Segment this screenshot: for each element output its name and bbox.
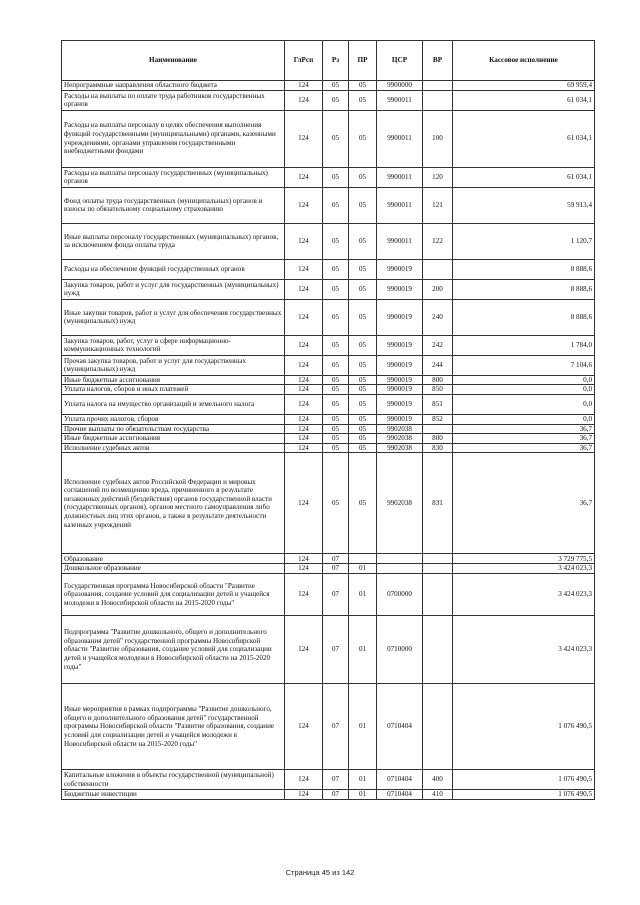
table-row xyxy=(62,443,595,453)
cell-name: Капитальные вложения в объекты государственной (муниципальной) собственности xyxy=(62,770,285,790)
cell-pr: 05 xyxy=(349,259,377,279)
cell-vr: 851 xyxy=(423,394,453,414)
table-row xyxy=(62,770,595,790)
cell-glrsp: 124 xyxy=(285,223,323,259)
cell-pr: 01 xyxy=(349,616,377,684)
cell-glrsp: 124 xyxy=(285,299,323,335)
cell-amount: 1 076 490,5 xyxy=(453,790,595,800)
cell-pr: 05 xyxy=(349,279,377,299)
cell-glrsp: 124 xyxy=(285,424,323,434)
cell-vr: 800 xyxy=(423,375,453,385)
cell-amount: 1 076 490,5 xyxy=(453,684,595,770)
header-rz: Рз xyxy=(323,41,349,81)
cell-csr: 9900019 xyxy=(377,385,423,395)
cell-glrsp: 124 xyxy=(285,554,323,564)
cell-glrsp: 124 xyxy=(285,259,323,279)
table-row xyxy=(62,790,595,800)
cell-csr: 0710000 xyxy=(377,616,423,684)
cell-rz: 07 xyxy=(323,554,349,564)
cell-name: Расходы на выплаты персоналу государственных (муниципальных) органов xyxy=(62,167,285,187)
cell-csr: 9902038 xyxy=(377,443,423,453)
cell-csr: 9902038 xyxy=(377,434,423,444)
cell-glrsp: 124 xyxy=(285,385,323,395)
cell-rz: 07 xyxy=(323,574,349,616)
cell-name: Закупка товаров, работ, услуг в сфере информационно-коммуникационных технологий xyxy=(62,335,285,355)
cell-pr: 01 xyxy=(349,790,377,800)
cell-glrsp: 124 xyxy=(285,574,323,616)
table-row xyxy=(62,453,595,554)
cell-glrsp: 124 xyxy=(285,279,323,299)
cell-glrsp: 124 xyxy=(285,564,323,574)
cell-name: Уплата налогов, сборов и иных платежей xyxy=(62,385,285,395)
cell-pr: 05 xyxy=(349,335,377,355)
cell-rz: 05 xyxy=(323,424,349,434)
table-row xyxy=(62,355,595,375)
cell-name: Иные мероприятия в рамках подпрограммы "Развитие дошкольного, общего и дополнительного образования детей" государственной программы Новосибирской области "Развитие образования, создание условий для социализации детей и учащейся молодежи в Новосибирской области на 2015-2020 годы" xyxy=(62,684,285,770)
cell-amount: 3 424 023,3 xyxy=(453,564,595,574)
cell-rz: 05 xyxy=(323,299,349,335)
header-amount: Кассовое исполнение xyxy=(453,41,595,81)
cell-rz: 05 xyxy=(323,443,349,453)
header-vr: ВР xyxy=(423,41,453,81)
cell-name: Образование xyxy=(62,554,285,564)
cell-vr xyxy=(423,424,453,434)
cell-vr xyxy=(423,90,453,110)
cell-vr: 122 xyxy=(423,223,453,259)
cell-pr: 05 xyxy=(349,110,377,167)
cell-name: Закупка товаров, работ и услуг для государственных (муниципальных) нужд xyxy=(62,279,285,299)
cell-name: Прочие выплаты по обязательствам государства xyxy=(62,424,285,434)
cell-pr: 05 xyxy=(349,90,377,110)
cell-glrsp: 124 xyxy=(285,81,323,91)
cell-rz: 07 xyxy=(323,684,349,770)
cell-amount: 61 034,1 xyxy=(453,167,595,187)
table-row xyxy=(62,394,595,414)
cell-amount: 1 120,7 xyxy=(453,223,595,259)
page-number: Страница 45 из 142 xyxy=(285,868,355,877)
cell-vr: 850 xyxy=(423,385,453,395)
cell-name: Государственная программа Новосибирской области "Развитие образования, создание условий для социализации детей и учащейся молодежи в Новосибирской области на 2015-2020 годы" xyxy=(62,574,285,616)
cell-amount: 3 729 775,5 xyxy=(453,554,595,564)
cell-csr: 0700000 xyxy=(377,574,423,616)
cell-amount: 8 888,6 xyxy=(453,259,595,279)
cell-vr: 242 xyxy=(423,335,453,355)
cell-name: Иные бюджетные ассигнования xyxy=(62,434,285,444)
cell-rz: 07 xyxy=(323,770,349,790)
budget-table xyxy=(61,40,595,800)
cell-name: Иные выплаты персоналу государственных (муниципальных) органов, за исключением фонда оплаты труда xyxy=(62,223,285,259)
cell-vr: 400 xyxy=(423,770,453,790)
cell-glrsp: 124 xyxy=(285,187,323,223)
cell-pr: 05 xyxy=(349,453,377,554)
cell-amount: 0,0 xyxy=(453,385,595,395)
cell-amount: 61 034,1 xyxy=(453,90,595,110)
header-name: Наименование xyxy=(62,41,285,81)
cell-name: Подпрограмма "Развитие дошкольного, общего и дополнительного образования детей" государственной программы Новосибирской области "Развитие образования, создание условий для социализации детей и учащейся молодежи в Новосибирской области на 2015-2020 годы" xyxy=(62,616,285,684)
cell-amount: 3 424 023,3 xyxy=(453,574,595,616)
cell-csr: 9900019 xyxy=(377,394,423,414)
cell-name: Уплата налога на имущество организаций и земельного налога xyxy=(62,394,285,414)
cell-name: Уплата прочих налогов, сборов xyxy=(62,414,285,424)
table-row xyxy=(62,424,595,434)
cell-rz: 05 xyxy=(323,223,349,259)
cell-csr: 9900019 xyxy=(377,355,423,375)
cell-rz: 05 xyxy=(323,335,349,355)
cell-vr: 244 xyxy=(423,355,453,375)
cell-name: Дошкольное образование xyxy=(62,564,285,574)
cell-rz: 07 xyxy=(323,790,349,800)
cell-vr: 831 xyxy=(423,453,453,554)
cell-pr: 05 xyxy=(349,385,377,395)
table-row xyxy=(62,434,595,444)
cell-rz: 05 xyxy=(323,414,349,424)
header-glrsp: ГлРсп xyxy=(285,41,323,81)
table-row xyxy=(62,223,595,259)
cell-csr: 9900019 xyxy=(377,299,423,335)
cell-name: Непрограммные направления областного бюджета xyxy=(62,81,285,91)
cell-pr: 01 xyxy=(349,574,377,616)
cell-pr: 05 xyxy=(349,355,377,375)
cell-pr: 05 xyxy=(349,434,377,444)
cell-amount: 36,7 xyxy=(453,453,595,554)
cell-rz: 05 xyxy=(323,167,349,187)
cell-glrsp: 124 xyxy=(285,375,323,385)
table-row xyxy=(62,414,595,424)
cell-amount: 0,0 xyxy=(453,375,595,385)
cell-csr: 9900011 xyxy=(377,187,423,223)
cell-rz: 05 xyxy=(323,90,349,110)
cell-csr: 9900019 xyxy=(377,414,423,424)
cell-amount: 8 888,6 xyxy=(453,299,595,335)
cell-amount: 0,0 xyxy=(453,414,595,424)
cell-pr: 01 xyxy=(349,564,377,574)
cell-amount: 0,0 xyxy=(453,394,595,414)
cell-glrsp: 124 xyxy=(285,443,323,453)
cell-amount: 3 424 023,3 xyxy=(453,616,595,684)
cell-pr: 01 xyxy=(349,684,377,770)
cell-csr: 9900011 xyxy=(377,110,423,167)
cell-csr: 0710404 xyxy=(377,770,423,790)
cell-vr xyxy=(423,574,453,616)
cell-vr xyxy=(423,684,453,770)
cell-name: Расходы на обеспечение функций государственных органов xyxy=(62,259,285,279)
cell-rz: 07 xyxy=(323,564,349,574)
table-row xyxy=(62,335,595,355)
cell-amount: 1 076 490,5 xyxy=(453,770,595,790)
table-row xyxy=(62,375,595,385)
cell-glrsp: 124 xyxy=(285,90,323,110)
table-row xyxy=(62,299,595,335)
header-csr: ЦСР xyxy=(377,41,423,81)
cell-csr: 9900011 xyxy=(377,90,423,110)
cell-rz: 05 xyxy=(323,385,349,395)
table-row xyxy=(62,187,595,223)
table-row xyxy=(62,259,595,279)
cell-vr xyxy=(423,616,453,684)
cell-name: Расходы на выплаты персоналу в целях обеспечения выполнения функций государственными (муниципальными) органами, казенными учреждениями, органами управления государственными внебюджетными фондами xyxy=(62,110,285,167)
cell-rz: 05 xyxy=(323,375,349,385)
cell-pr: 05 xyxy=(349,414,377,424)
table-row xyxy=(62,385,595,395)
cell-pr: 05 xyxy=(349,299,377,335)
cell-pr: 05 xyxy=(349,223,377,259)
cell-rz: 05 xyxy=(323,453,349,554)
cell-csr: 0710404 xyxy=(377,684,423,770)
cell-name: Фонд оплаты труда государственных (муниципальных) органов и взносы по обязательному социальному страхованию xyxy=(62,187,285,223)
cell-amount: 59 913,4 xyxy=(453,187,595,223)
cell-csr: 9900019 xyxy=(377,279,423,299)
cell-pr: 05 xyxy=(349,443,377,453)
table-header-row xyxy=(62,41,595,81)
cell-csr: 9902038 xyxy=(377,424,423,434)
cell-glrsp: 124 xyxy=(285,110,323,167)
cell-name: Иные закупки товаров, работ и услуг для обеспечения государственных (муниципальных) нужд xyxy=(62,299,285,335)
cell-vr xyxy=(423,81,453,91)
cell-rz: 05 xyxy=(323,355,349,375)
cell-glrsp: 124 xyxy=(285,790,323,800)
table-row xyxy=(62,616,595,684)
cell-csr: 9902038 xyxy=(377,453,423,554)
cell-amount: 61 034,1 xyxy=(453,110,595,167)
cell-rz: 05 xyxy=(323,259,349,279)
cell-csr: 0710404 xyxy=(377,790,423,800)
cell-vr: 100 xyxy=(423,110,453,167)
cell-name: Расходы на выплаты по оплате труда работников государственных органов xyxy=(62,90,285,110)
cell-glrsp: 124 xyxy=(285,167,323,187)
table-body xyxy=(62,81,595,800)
table-row xyxy=(62,564,595,574)
table-row xyxy=(62,574,595,616)
table-row xyxy=(62,279,595,299)
cell-glrsp: 124 xyxy=(285,684,323,770)
cell-glrsp: 124 xyxy=(285,453,323,554)
cell-glrsp: 124 xyxy=(285,335,323,355)
cell-rz: 05 xyxy=(323,279,349,299)
cell-csr: 9900019 xyxy=(377,259,423,279)
cell-glrsp: 124 xyxy=(285,394,323,414)
table-row xyxy=(62,167,595,187)
cell-vr: 830 xyxy=(423,443,453,453)
cell-amount: 36,7 xyxy=(453,424,595,434)
cell-glrsp: 124 xyxy=(285,414,323,424)
cell-amount: 7 104,6 xyxy=(453,355,595,375)
cell-amount: 36,7 xyxy=(453,443,595,453)
cell-csr: 9900019 xyxy=(377,375,423,385)
table-row xyxy=(62,110,595,167)
cell-name: Исполнение судебных актов xyxy=(62,443,285,453)
cell-vr: 800 xyxy=(423,434,453,444)
cell-vr: 200 xyxy=(423,279,453,299)
cell-name: Прочая закупка товаров, работ и услуг для государственных (муниципальных) нужд xyxy=(62,355,285,375)
cell-vr: 240 xyxy=(423,299,453,335)
table-row xyxy=(62,684,595,770)
header-pr: ПР xyxy=(349,41,377,81)
table-row xyxy=(62,81,595,91)
cell-pr: 05 xyxy=(349,81,377,91)
cell-rz: 05 xyxy=(323,434,349,444)
cell-csr: 9900011 xyxy=(377,223,423,259)
table-row xyxy=(62,554,595,564)
cell-rz: 05 xyxy=(323,110,349,167)
cell-name: Иные бюджетные ассигнования xyxy=(62,375,285,385)
cell-pr: 01 xyxy=(349,770,377,790)
cell-amount: 69 959,4 xyxy=(453,81,595,91)
cell-pr xyxy=(349,554,377,564)
cell-rz: 05 xyxy=(323,187,349,223)
cell-glrsp: 124 xyxy=(285,770,323,790)
cell-csr: 9900000 xyxy=(377,81,423,91)
cell-glrsp: 124 xyxy=(285,616,323,684)
cell-pr: 05 xyxy=(349,167,377,187)
cell-rz: 05 xyxy=(323,81,349,91)
cell-pr: 05 xyxy=(349,394,377,414)
cell-vr xyxy=(423,564,453,574)
cell-name: Исполнение судебных актов Российской Федерации и мировых соглашений по возмещению вреда, причиненного в результате незаконных действий (бездействия) органов государственной власти (государственных органов), органов местного самоуправления либо должностных лиц этих органов, а также в результате деятельности казенных учреждений xyxy=(62,453,285,554)
cell-csr xyxy=(377,554,423,564)
cell-rz: 07 xyxy=(323,616,349,684)
cell-vr: 852 xyxy=(423,414,453,424)
cell-rz: 05 xyxy=(323,394,349,414)
cell-csr xyxy=(377,564,423,574)
cell-csr: 9900011 xyxy=(377,167,423,187)
cell-amount: 1 784,0 xyxy=(453,335,595,355)
cell-vr: 410 xyxy=(423,790,453,800)
cell-name: Бюджетные инвестиции xyxy=(62,790,285,800)
cell-amount: 36,7 xyxy=(453,434,595,444)
cell-pr: 05 xyxy=(349,375,377,385)
cell-pr: 05 xyxy=(349,424,377,434)
cell-glrsp: 124 xyxy=(285,434,323,444)
cell-pr: 05 xyxy=(349,187,377,223)
cell-vr xyxy=(423,259,453,279)
cell-csr: 9900019 xyxy=(377,335,423,355)
table-row xyxy=(62,90,595,110)
cell-amount: 8 888,6 xyxy=(453,279,595,299)
cell-vr: 121 xyxy=(423,187,453,223)
cell-vr xyxy=(423,554,453,564)
cell-vr: 120 xyxy=(423,167,453,187)
cell-glrsp: 124 xyxy=(285,355,323,375)
